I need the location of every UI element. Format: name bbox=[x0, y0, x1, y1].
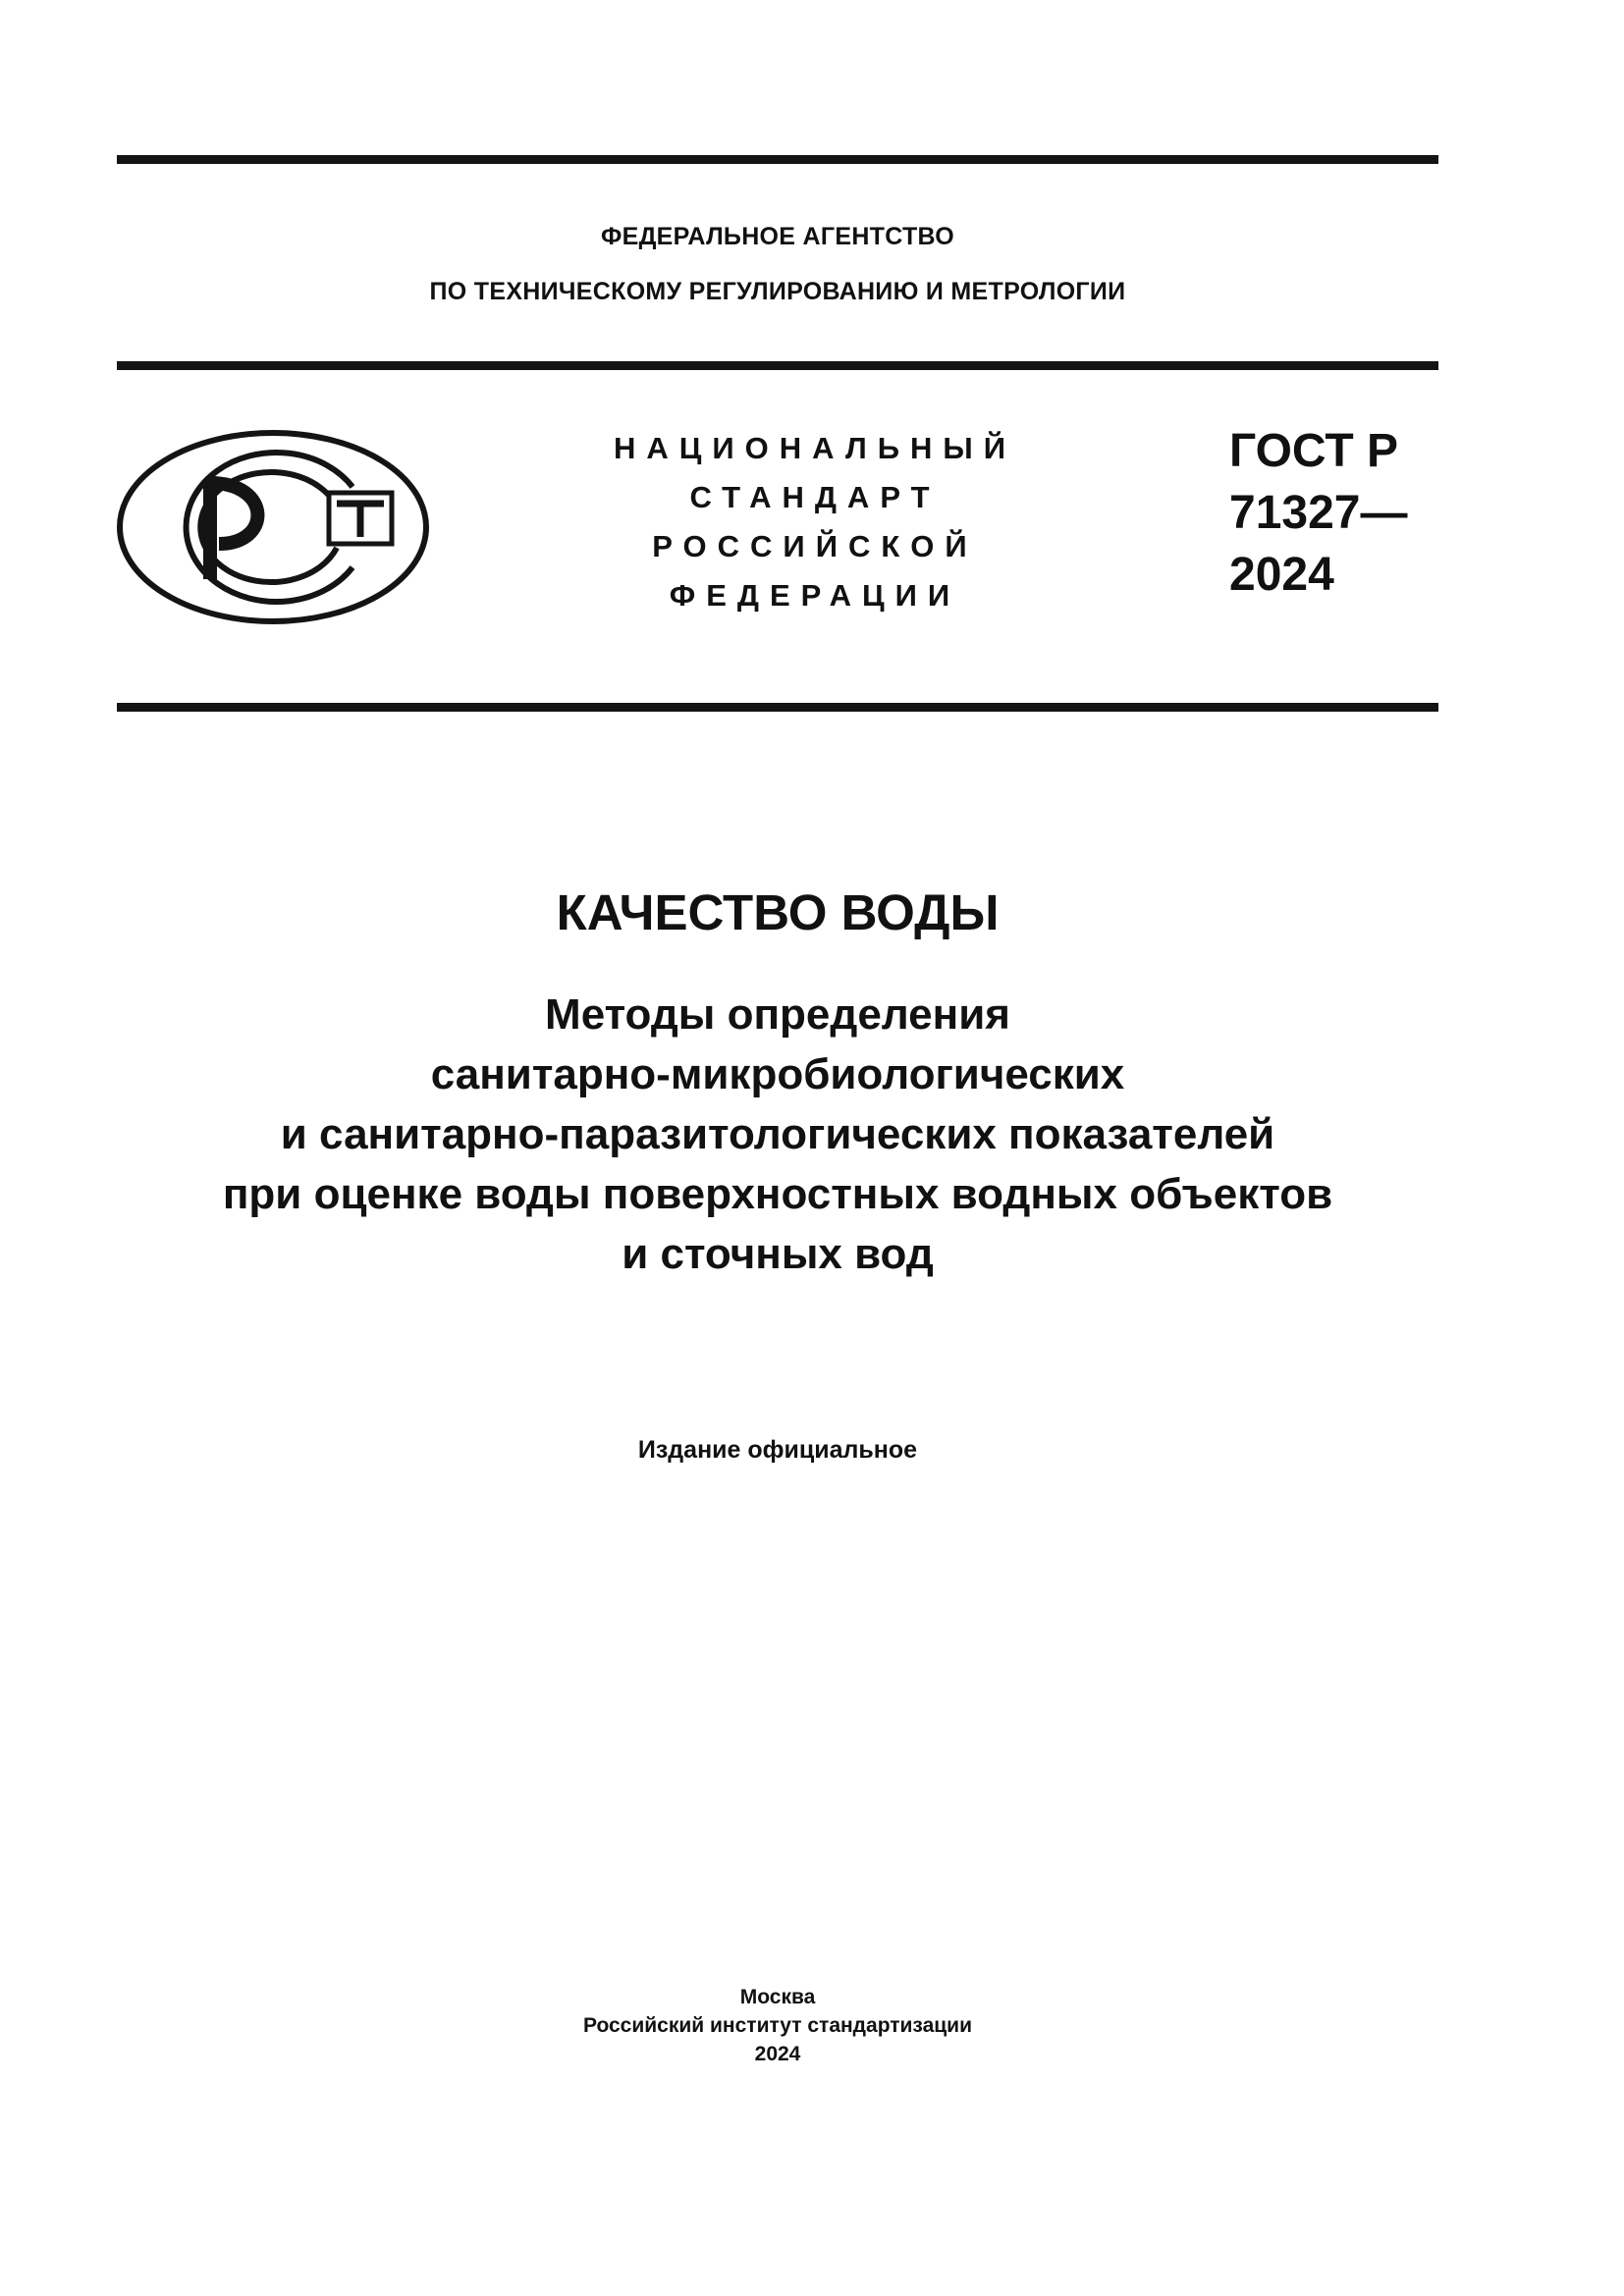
subtitle-line-1: Методы определения bbox=[545, 990, 1010, 1039]
standard-type-line-2: СТАНДАРТ bbox=[689, 480, 941, 514]
agency-bottom-rule bbox=[117, 361, 1438, 370]
standard-designation bbox=[1229, 420, 1407, 606]
designation-line-3: 2024 bbox=[1229, 549, 1334, 601]
edition-note: Издание официальное bbox=[637, 1436, 918, 1464]
standard-type-line-1: НАЦИОНАЛЬНЫЙ bbox=[613, 431, 1017, 465]
agency-name-line-1: ФЕДЕРАЛЬНОЕ АГЕНТСТВО bbox=[600, 223, 955, 250]
header-bottom-rule bbox=[117, 703, 1438, 712]
subtitle-line-4: при оценке воды поверхностных водных объектов bbox=[222, 1170, 1333, 1218]
imprint-publisher: Российский институт стандартизации bbox=[582, 2014, 973, 2037]
standard-type-block bbox=[599, 424, 1031, 620]
main-title: КАЧЕСТВО ВОДЫ bbox=[556, 884, 1000, 940]
standard-type-line-4: ФЕДЕРАЦИИ bbox=[669, 578, 961, 613]
standard-type-line-3: РОССИЙСКОЙ bbox=[652, 529, 978, 563]
subtitle-line-3: и санитарно-паразитологических показателей bbox=[280, 1110, 1275, 1158]
top-rule bbox=[117, 155, 1438, 164]
subtitle-line-2: санитарно-микробиологических bbox=[430, 1050, 1125, 1098]
subtitle-line-5: и сточных вод bbox=[622, 1230, 934, 1278]
imprint-city: Москва bbox=[739, 1986, 816, 2008]
agency-name-line-2: ПО ТЕХНИЧЕСКОМУ РЕГУЛИРОВАНИЮ И МЕТРОЛОГИИ bbox=[429, 278, 1126, 305]
imprint bbox=[117, 1983, 1438, 2068]
designation-line-1: ГОСТ Р bbox=[1229, 425, 1399, 477]
designation-line-2: 71327— bbox=[1229, 487, 1408, 539]
subtitle bbox=[117, 985, 1438, 1284]
rst-certification-mark-icon bbox=[115, 428, 431, 626]
imprint-year: 2024 bbox=[754, 2043, 801, 2065]
